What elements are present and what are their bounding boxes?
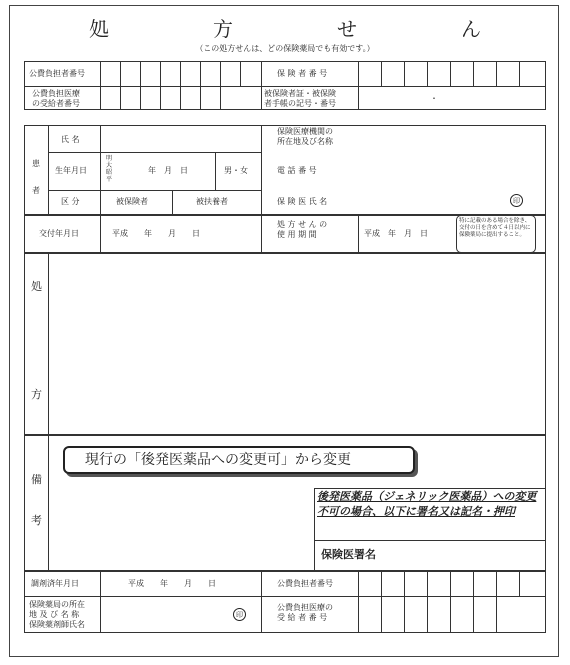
form-title: 処 方 せ ん: [89, 17, 523, 41]
dependent-option[interactable]: 被扶養者: [196, 197, 228, 206]
institution-label: 保険医療機関の 所在地及び名称: [277, 127, 333, 146]
dispense-date-value[interactable]: 平成 年 月 日: [128, 579, 216, 588]
remarks-label-2: 考: [31, 514, 42, 527]
doctor-seal: 印: [510, 194, 523, 207]
patient-col: [261, 125, 262, 215]
issue-col: [358, 215, 359, 253]
doctor-signature-label: 保険医署名: [321, 548, 376, 561]
pharmacy-label: 保険薬局の所在 地 及 び 名 称 保険薬剤師氏名: [29, 600, 85, 629]
rx-label-1: 処: [31, 280, 42, 293]
change-callout: 現行の「後発医薬品への変更可」から変更: [63, 446, 415, 474]
sex-options[interactable]: 男・女: [224, 166, 248, 175]
birthdate-ymd: 年 月 日: [148, 166, 188, 175]
footer-col: [358, 571, 359, 633]
doctor-label: 保 険 医 氏 名: [277, 197, 328, 206]
patient-col: [48, 125, 49, 215]
category-col: [172, 190, 173, 215]
rx-label-2: 方: [31, 388, 42, 401]
remarks-col: [48, 435, 49, 571]
card-number-dot: ・: [430, 94, 438, 103]
phone-label: 電 話 番 号: [277, 166, 317, 175]
prescription-area[interactable]: [24, 253, 546, 435]
footer-col: [261, 571, 262, 633]
issue-col: [261, 215, 262, 253]
period-note: 特に記載のある場合を除き、交付の日を含めて４日以内に保険薬局に提出すること。: [456, 215, 536, 253]
header-col: [100, 61, 101, 110]
period-value[interactable]: 平成 年 月 日: [364, 229, 428, 238]
patient-col: [100, 125, 101, 215]
footer-col: [100, 571, 101, 633]
generic-box-edge: [314, 488, 315, 571]
issue-date-value[interactable]: 平成 年 月 日: [112, 229, 200, 238]
patient-row: [48, 152, 261, 153]
remarks-label-1: 備: [31, 473, 42, 486]
card-number-label: 被保険者証・被保険 者手帳の記号・番号: [264, 89, 336, 108]
recipient-number-label: 公費負担医療 の受給者番号: [32, 89, 80, 108]
payer-number-label-2: 公費負担者番号: [277, 579, 333, 588]
footer-divider: [24, 596, 546, 597]
generic-substitution-note: 後発医薬品（ジェネリック医薬品）への変更不可の場合、以下に署名又は記名・押印: [317, 490, 537, 518]
header-col: [261, 61, 262, 110]
category-label: 区 分: [61, 197, 80, 206]
insured-option[interactable]: 被保険者: [116, 197, 148, 206]
dispense-date-label: 調剤済年月日: [31, 579, 79, 588]
birthdate-label: 生年月日: [55, 166, 87, 175]
issue-date-label: 交付年月日: [39, 229, 79, 238]
header-divider: [24, 86, 546, 87]
sex-col: [215, 152, 216, 190]
form-subtitle: （この処方せんは、どの保険薬局でも有効です。）: [195, 44, 375, 53]
rx-col: [48, 253, 49, 435]
period-label: 処 方 せ ん の 使 用 期 間: [277, 220, 328, 239]
issue-col: [100, 215, 101, 253]
era-options: 明 大 昭 平: [106, 155, 113, 183]
insurer-number-label: 保 険 者 番 号: [277, 69, 328, 78]
patient-row: [48, 190, 261, 191]
generic-box-divider: [314, 540, 546, 541]
pharmacist-seal: 印: [233, 608, 246, 621]
recipient-number-label-2: 公費負担医療の 受 給 者 番 号: [277, 603, 333, 622]
payer-number-label: 公費負担者番号: [29, 69, 85, 78]
header-col: [358, 61, 359, 110]
patient-label: 患 者: [32, 159, 40, 195]
name-label: 氏 名: [61, 135, 80, 144]
